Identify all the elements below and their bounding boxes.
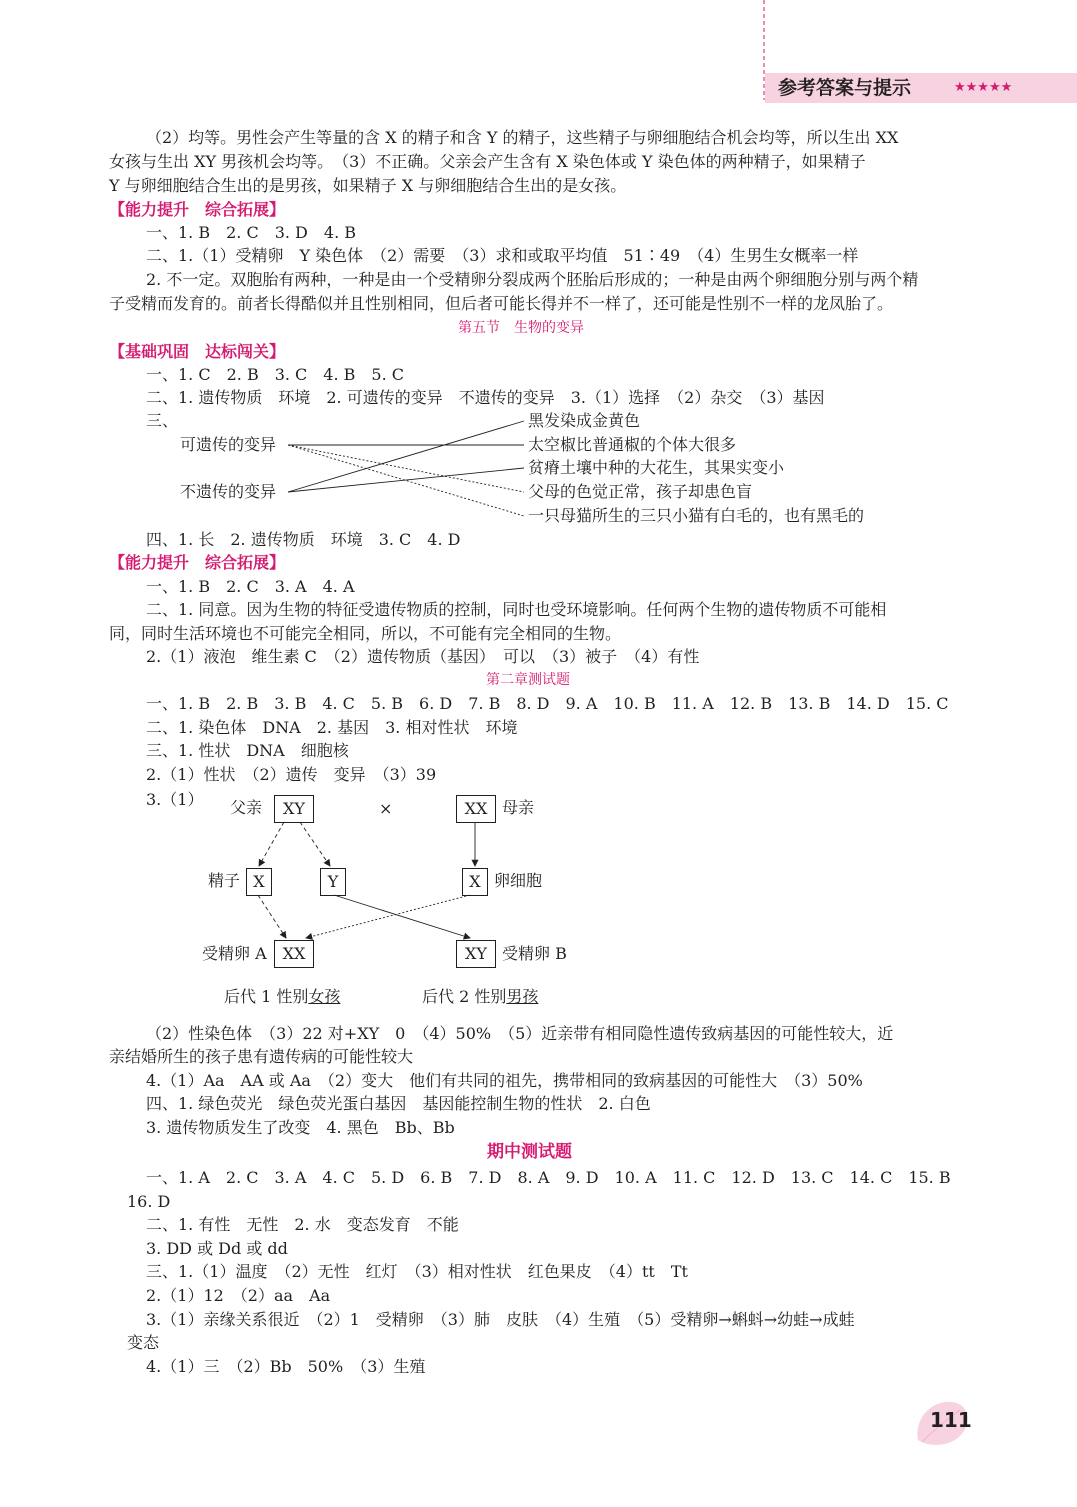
text-line: 3. 遗传物质发生了改变 4. 黑色 Bb、Bb	[146, 1118, 455, 1137]
text-line: Y 与卵细胞结合生出的是男孩，如果精子 X 与卵细胞结合生出的是女孩。	[109, 176, 627, 195]
mother-genotype-box: XX	[456, 795, 496, 823]
cross-symbol: ×	[379, 799, 393, 818]
text-line: 四、1. 长 2. 遗传物质 环境 3. C 4. D	[146, 530, 461, 549]
sperm-label: 精子	[208, 871, 241, 890]
text-line: 三、1. 性状 DNA 细胞核	[146, 741, 349, 760]
text-line: 2.（1）液泡 维生素 C （2）遗传物质（基因） 可以 （3）被子 （4）有性	[146, 647, 700, 666]
text-line: 3.（1）亲缘关系很近 （2）1 受精卵 （3）肺 皮肤 （4）生殖 （5）受精卵→蝌蚪→幼蛙→成蛙	[146, 1310, 855, 1329]
text-line: 4.（1）Aa AA 或 Aa （2）变大 他们有共同的祖先，携带相同的致病基因的可能性大 （3）50%	[146, 1071, 863, 1090]
match-right-5: 一只母猫所生的三只小猫有白毛的，也有黑毛的	[528, 506, 865, 525]
text-line: 二、1. 有性 无性 2. 水 变态发育 不能	[146, 1215, 459, 1234]
match-right-4: 父母的色觉正常，孩子却患色盲	[528, 482, 753, 501]
text-line: 16. D	[127, 1192, 171, 1211]
page-number: 111	[930, 1408, 972, 1432]
text-line: （2）均等。男性会产生等量的含 X 的精子和含 Y 的精子，这些精子与卵细胞结合机会均等，所以生出 XX	[146, 128, 899, 147]
zygote-a-box: XX	[274, 940, 314, 968]
zygote-a-label: 受精卵 A	[202, 944, 267, 963]
match-right-2: 太空椒比普通椒的个体大很多	[528, 435, 737, 454]
sperm-x-box: X	[246, 868, 272, 896]
offspring-1-answer: 女孩	[308, 987, 341, 1006]
section-title: 第五节 生物的变异	[458, 320, 584, 336]
text-line: 二、1. 染色体 DNA 2. 基因 3. 相对性状 环境	[146, 718, 518, 737]
text-line: 2.（1）性状 （2）遗传 变异 （3）39	[146, 765, 437, 784]
section-title: 第二章测试题	[486, 672, 570, 688]
text-line: 四、1. 绿色荧光 绿色荧光蛋白基因 基因能控制生物的性状 2. 白色	[146, 1094, 651, 1113]
father-genotype-box: XY	[274, 795, 314, 823]
egg-x-box: X	[462, 868, 488, 896]
text-line: 一、1. B 2. C 3. D 4. B	[146, 223, 356, 242]
text-line: 三、1.（1）温度 （2）无性 红灯 （3）相对性状 红色果皮 （4）tt Tt	[146, 1262, 688, 1281]
text-line: 一、1. B 2. B 3. B 4. C 5. B 6. D 7. B 8. D 9. A 10. B 11. A 12. B 13. B 14. D 15. C	[146, 694, 949, 713]
section-heading: 【基础巩固 达标闯关】	[109, 342, 286, 361]
chapter-title: 期中测试题	[487, 1142, 572, 1162]
text-line: 2. 不一定。双胞胎有两种，一种是由一个受精卵分裂成两个胚胎后形成的；一种是由两个卵细胞分别与两个精	[146, 270, 919, 289]
offspring-1-prefix: 后代 1 性别	[224, 987, 309, 1006]
text-line: 亲结婚所生的孩子患有遗传病的可能性较大	[109, 1047, 414, 1066]
offspring-2-answer: 男孩	[506, 987, 539, 1006]
text-line: 3.（1）	[146, 790, 204, 809]
match-left-2: 不遗传的变异	[180, 482, 277, 501]
header-title: 参考答案与提示	[778, 77, 912, 99]
rating-stars: ★★★★★	[954, 80, 1013, 95]
text-line: 一、1. B 2. C 3. A 4. A	[146, 577, 355, 596]
match-right-3: 贫瘠土壤中种的大花生，其果实变小	[528, 458, 785, 477]
egg-label: 卵细胞	[494, 871, 543, 890]
text-line: 子受精而发育的。前者长得酷似并且性别相同，但后者可能长得并不一样了，还可能是性别不一样的龙凤胎了。	[109, 294, 894, 313]
text-line: （2）性染色体 （3）22 对+XY 0 （4）50% （5）近亲带有相同隐性遗传致病基因的可能性较大，近	[146, 1024, 894, 1043]
offspring-2-prefix: 后代 2 性别	[422, 987, 507, 1006]
match-right-1: 黑发染成金黄色	[528, 411, 641, 430]
mother-label: 母亲	[502, 798, 535, 817]
text-line: 一、1. C 2. B 3. C 4. B 5. C	[146, 365, 405, 384]
text-line: 二、1.（1）受精卵 Y 染色体 （2）需要 （3）求和或取平均值 51∶49 （4）生男生女概率一样	[146, 246, 859, 265]
text-line: 二、1. 遗传物质 环境 2. 可遗传的变异 不遗传的变异 3.（1）选择 （2）杂交 （3）基因	[146, 388, 825, 407]
text-line: 一、1. A 2. C 3. A 4. C 5. D 6. B 7. D 8. A 9. D 10. A 11. C 12. D 13. C 14. C 15. B	[146, 1168, 951, 1187]
text-line: 二、1. 同意。因为生物的特征受遗传物质的控制，同时也受环境影响。任何两个生物的遗传物质不可能相	[146, 600, 887, 619]
text-line: 三、	[146, 411, 179, 430]
zygote-b-label: 受精卵 B	[502, 944, 567, 963]
text-line: 女孩与生出 XY 男孩机会均等。 （3）不正确。父亲会产生含有 X 染色体或 Y 染色体的两种精子，如果精子	[109, 152, 866, 171]
text-line: 3. DD 或 Dd 或 dd	[146, 1239, 288, 1258]
text-line: 4.（1）三 （2）Bb 50% （3）生殖	[146, 1357, 426, 1376]
section-heading: 【能力提升 综合拓展】	[109, 553, 286, 572]
text-line: 同，同时生活环境也不可能完全相同，所以，不可能有完全相同的生物。	[109, 624, 622, 643]
match-left-1: 可遗传的变异	[180, 435, 277, 454]
sperm-y-box: Y	[320, 868, 346, 896]
text-line: 变态	[127, 1333, 160, 1352]
section-heading: 【能力提升 综合拓展】	[109, 200, 286, 219]
zygote-b-box: XY	[456, 940, 496, 968]
text-line: 2.（1）12 （2）aa Aa	[146, 1286, 331, 1305]
father-label: 父亲	[230, 798, 263, 817]
